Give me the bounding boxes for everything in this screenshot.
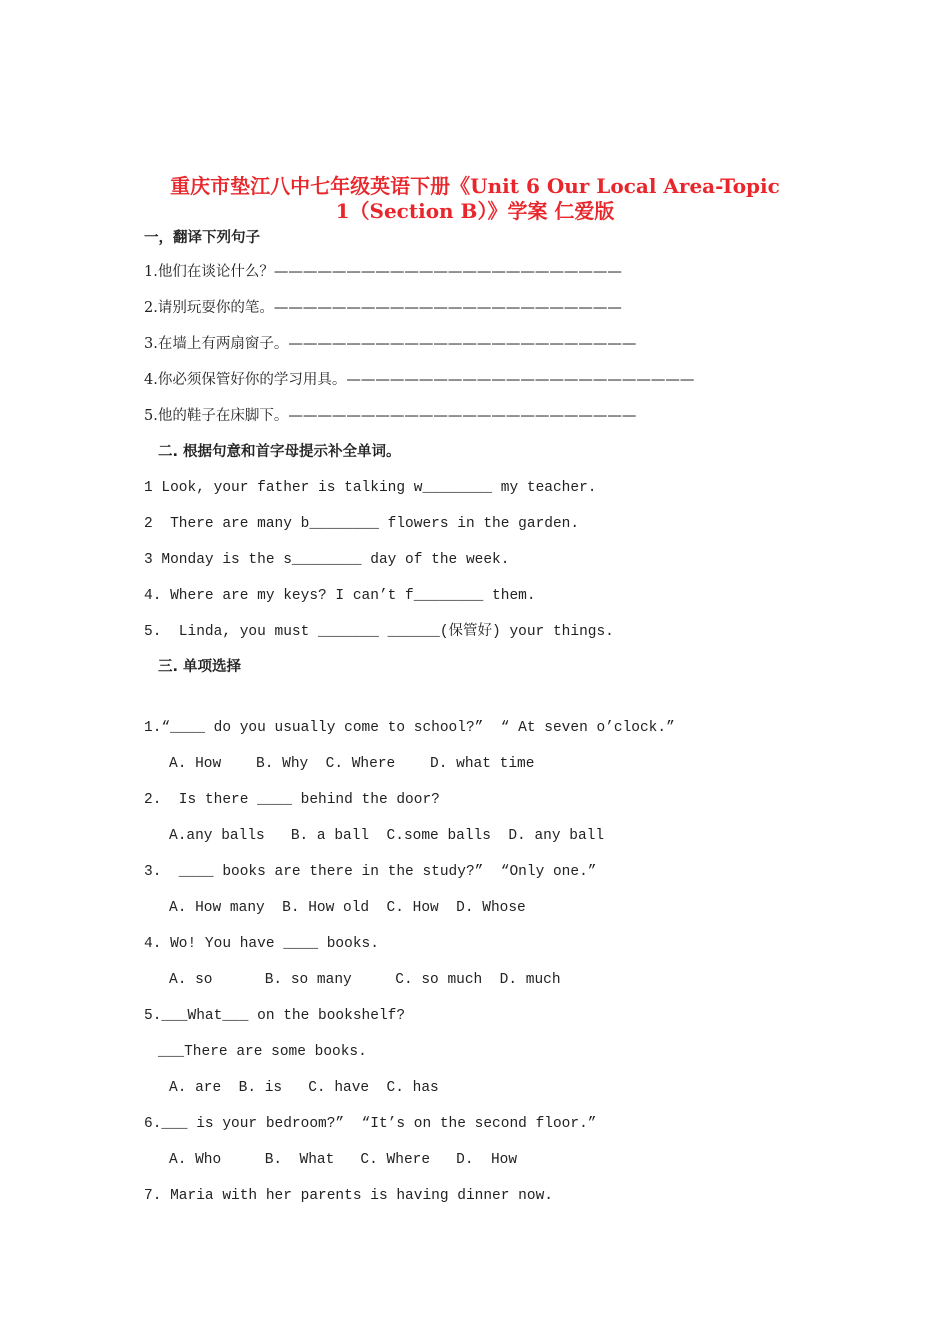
word-fill-item-3: 3 Monday is the s________ day of the week. — [144, 552, 510, 568]
mc-options-5: A. are B. is C. have C. has — [169, 1080, 439, 1096]
word-fill-item-4: 4. Where are my keys? I can’t f________ them. — [144, 588, 536, 604]
mc-question-1: 1.“____ do you usually come to school?” “ At seven o’clock.” — [144, 720, 675, 736]
mc-question-5: 5.___What___ on the bookshelf? — [144, 1008, 406, 1024]
word-fill-item-5: 5. Linda, you must _______ ______(保管好) your things. — [144, 624, 614, 640]
mc-options-4: A. so B. so many C. so much D. much — [169, 972, 561, 988]
mc-question-2: 2. Is there ____ behind the door? — [144, 792, 440, 808]
translation-item-3: 3.在墙上有两扇窗子。———————————————————————— — [144, 336, 637, 352]
translation-item-1: 1.他们在谈论什么？———————————————————————— — [144, 264, 622, 280]
mc-question-6: 6.___ is your bedroom?” “It’s on the second floor.” — [144, 1116, 597, 1132]
mc-options-3: A. How many B. How old C. How D. Whose — [169, 900, 526, 916]
mc-options-2: A.any balls B. a ball C.some balls D. any ball — [169, 828, 605, 844]
translation-item-2: 2.请别玩耍你的笔。———————————————————————— — [144, 300, 622, 316]
word-fill-item-2: 2 There are many b________ flowers in the garden. — [144, 516, 580, 532]
mc-question-7: 7. Maria with her parents is having dinner now. — [144, 1188, 553, 1204]
word-fill-item-1: 1 Look, your father is talking w________ my teacher. — [144, 480, 597, 496]
mc-question-5-answer: ___There are some books. — [158, 1044, 367, 1060]
mc-question-4: 4. Wo! You have ____ books. — [144, 936, 379, 952]
mc-options-1: A. How B. Why C. Where D. what time — [169, 756, 535, 772]
section-1-heading: 一，翻译下列句子 — [144, 230, 260, 246]
mc-question-3: 3. ____ books are there in the study?” “Only one.” — [144, 864, 597, 880]
translation-item-4: 4.你必须保管好你的学习用具。———————————————————————— — [144, 372, 695, 388]
translation-item-5: 5.他的鞋子在床脚下。———————————————————————— — [144, 408, 637, 424]
document-title-line-2: 1（Section B）》学案 仁爱版 — [335, 199, 615, 223]
document-title-line-1: 重庆市垫江八中七年级英语下册《Unit 6 Our Local Area-Topic — [170, 174, 780, 198]
mc-options-6: A. Who B. What C. Where D. How — [169, 1152, 518, 1168]
section-2-heading: 二. 根据句意和首字母提示补全单词。 — [158, 444, 401, 460]
section-3-heading: 三. 单项选择 — [158, 659, 242, 675]
